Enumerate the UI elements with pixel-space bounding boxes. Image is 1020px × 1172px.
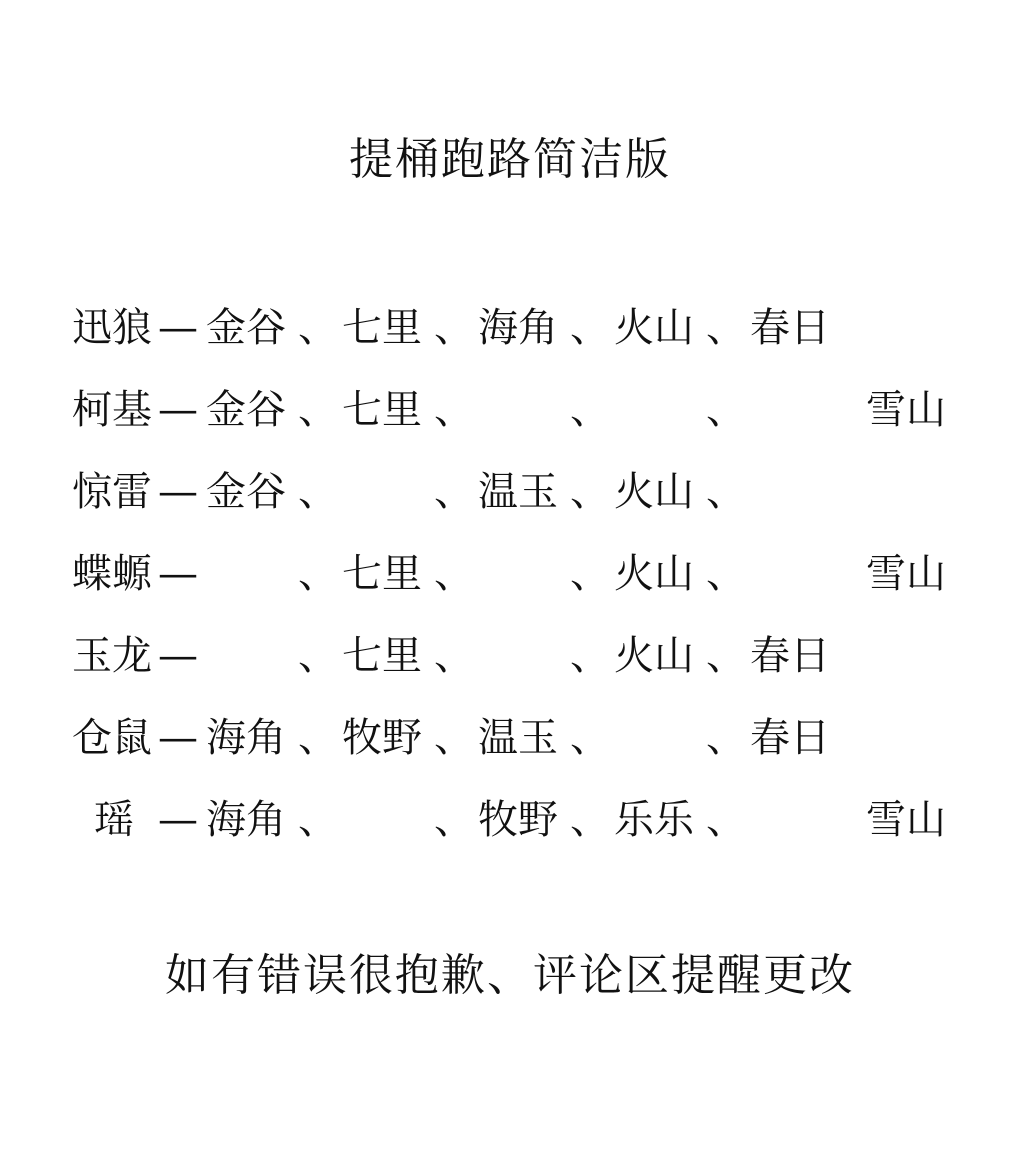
route-separator: 、: [570, 715, 610, 761]
route-stop: 火山: [614, 551, 694, 597]
route-dash: —: [158, 551, 198, 597]
page-title: 提桶跑路简洁版: [349, 134, 671, 185]
route-separator: 、: [434, 305, 474, 351]
route-stop: 火山: [614, 305, 694, 351]
route-separator: 、: [298, 387, 338, 433]
route-stop: 七里: [342, 387, 422, 433]
route-stop: 雪山: [866, 387, 946, 433]
route-row: [0, 792, 1020, 848]
route-stop: 海角: [206, 715, 286, 761]
route-dash: —: [158, 715, 198, 761]
route-stop: 乐乐: [614, 797, 694, 843]
route-name: 蝶螈: [72, 551, 152, 597]
route-stop: 金谷: [206, 305, 286, 351]
route-stop: 春日: [750, 633, 830, 679]
route-separator: 、: [706, 469, 746, 515]
route-stop: 七里: [342, 633, 422, 679]
route-dash: —: [158, 387, 198, 433]
route-dash: —: [158, 797, 198, 843]
route-separator: 、: [706, 551, 746, 597]
route-separator: 、: [706, 305, 746, 351]
route-separator: 、: [570, 469, 610, 515]
route-row: [0, 628, 1020, 684]
route-stop: 雪山: [866, 551, 946, 597]
route-stop: 春日: [750, 715, 830, 761]
route-separator: 、: [570, 387, 610, 433]
route-separator: 、: [706, 715, 746, 761]
route-stop: 火山: [614, 469, 694, 515]
route-row: [0, 710, 1020, 766]
route-row: [0, 546, 1020, 602]
route-separator: 、: [298, 633, 338, 679]
route-name: 玉龙: [72, 633, 152, 679]
route-separator: 、: [434, 469, 474, 515]
route-separator: 、: [434, 715, 474, 761]
route-stop: 温玉: [478, 469, 558, 515]
route-separator: 、: [434, 551, 474, 597]
route-separator: 、: [706, 387, 746, 433]
route-dash: —: [158, 305, 198, 351]
route-separator: 、: [706, 797, 746, 843]
route-stop: 牧野: [478, 797, 558, 843]
route-separator: 、: [706, 633, 746, 679]
route-separator: 、: [570, 305, 610, 351]
route-separator: 、: [570, 633, 610, 679]
route-stop: 金谷: [206, 469, 286, 515]
route-stop: 金谷: [206, 387, 286, 433]
route-stop: 七里: [342, 551, 422, 597]
route-separator: 、: [298, 305, 338, 351]
route-dash: —: [158, 633, 198, 679]
route-name: 柯基: [72, 387, 152, 433]
route-row: [0, 300, 1020, 356]
route-stop: 海角: [478, 305, 558, 351]
route-stop: 春日: [750, 305, 830, 351]
route-name: 迅狼: [72, 305, 152, 351]
route-stop: 雪山: [866, 797, 946, 843]
route-name: 瑶: [94, 797, 134, 843]
route-separator: 、: [434, 387, 474, 433]
route-stop: 七里: [342, 305, 422, 351]
route-stop: 火山: [614, 633, 694, 679]
route-list: [0, 300, 1020, 860]
route-dash: —: [158, 469, 198, 515]
route-separator: 、: [570, 797, 610, 843]
route-row: [0, 382, 1020, 438]
route-stop: 牧野: [342, 715, 422, 761]
route-separator: 、: [298, 551, 338, 597]
route-stop: 海角: [206, 797, 286, 843]
route-separator: 、: [570, 551, 610, 597]
route-stop: 温玉: [478, 715, 558, 761]
route-name: 仓鼠: [72, 715, 152, 761]
route-separator: 、: [298, 715, 338, 761]
route-separator: 、: [434, 633, 474, 679]
route-separator: 、: [434, 797, 474, 843]
route-separator: 、: [298, 797, 338, 843]
route-separator: 、: [298, 469, 338, 515]
route-name: 惊雷: [72, 469, 152, 515]
footer-note: 如有错误很抱歉、评论区提醒更改: [165, 950, 855, 1001]
route-row: [0, 464, 1020, 520]
